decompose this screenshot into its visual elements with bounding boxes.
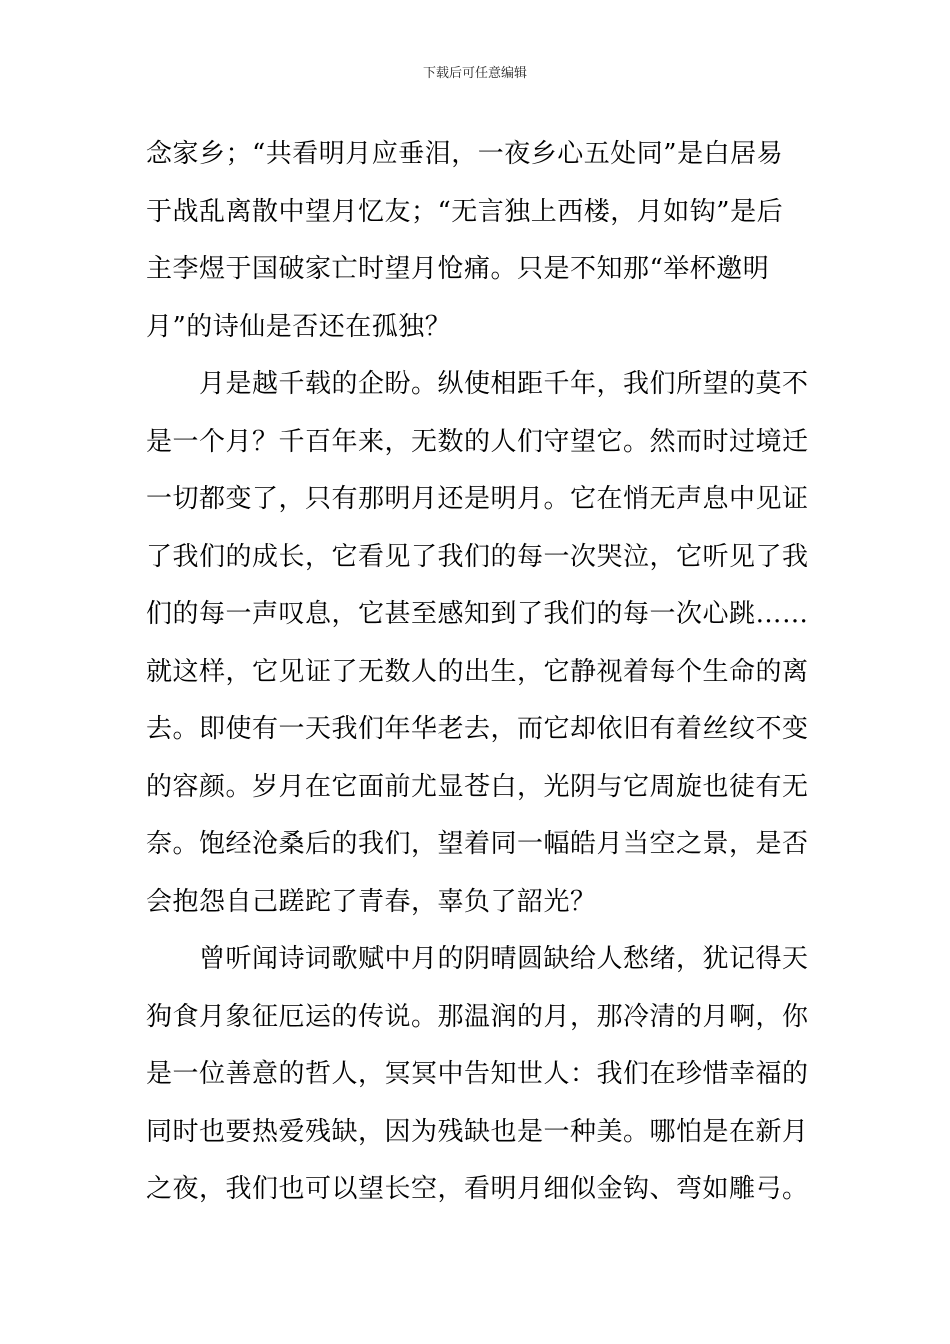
text-line: 之夜，我们也可以望长空，看明月细似金钩、弯如雕弓。: [146, 1174, 809, 1204]
text-line: 狗食月象征厄运的传说。那温润的月，那冷清的月啊，你: [146, 1001, 809, 1032]
text-line: 们的每一声叹息，它甚至感知到了我们的每一次心跳……: [146, 599, 809, 629]
text-line: 月是越千载的企盼。纵使相距千年，我们所望的莫不: [146, 369, 809, 399]
page-header: 下载后可任意编辑: [422, 66, 527, 81]
text-line: 是一位善意的哲人，冥冥中告知世人：我们在珍惜幸福的: [146, 1059, 809, 1089]
text-line: 会抱怨自己蹉跎了青春，辜负了韶光？: [146, 886, 597, 917]
text-line: 曾听闻诗词歌赋中月的阴晴圆缺给人愁绪，犹记得天: [146, 944, 809, 974]
text-line: 了我们的成长，它看见了我们的每一次哭泣，它听见了我: [146, 541, 809, 572]
text-line: 奈。饱经沧桑后的我们，望着同一幅皓月当空之景，是否: [146, 829, 809, 859]
text-line: 念家乡；“共看明月应垂泪，一夜乡心五处同”是白居易: [146, 139, 784, 169]
text-line: 于战乱离散中望月忆友；“无言独上西楼，月如钩”是后: [146, 196, 784, 227]
document-body: [146, 126, 809, 1219]
text-line: 同时也要热爱残缺，因为残缺也是一种美。哪怕是在新月: [146, 1116, 809, 1147]
text-line: 月”的诗仙是否还在孤独？: [146, 311, 452, 342]
text-line: 是一个月？千百年来，无数的人们守望它。然而时过境迁: [146, 426, 809, 457]
text-line: 一切都变了，只有那明月还是明月。它在悄无声息中见证: [146, 484, 809, 514]
text-line: 去。即使有一天我们年华老去，而它却依旧有着丝纹不变: [146, 714, 809, 744]
text-line: 就这样，它见证了无数人的出生，它静视着每个生命的离: [146, 656, 809, 687]
text-line: 的容颜。岁月在它面前尤显苍白，光阴与它周旋也徒有无: [146, 771, 809, 802]
text-line: 主李煜于国破家亡时望月怆痛。只是不知那“举杯邀明: [146, 254, 770, 284]
